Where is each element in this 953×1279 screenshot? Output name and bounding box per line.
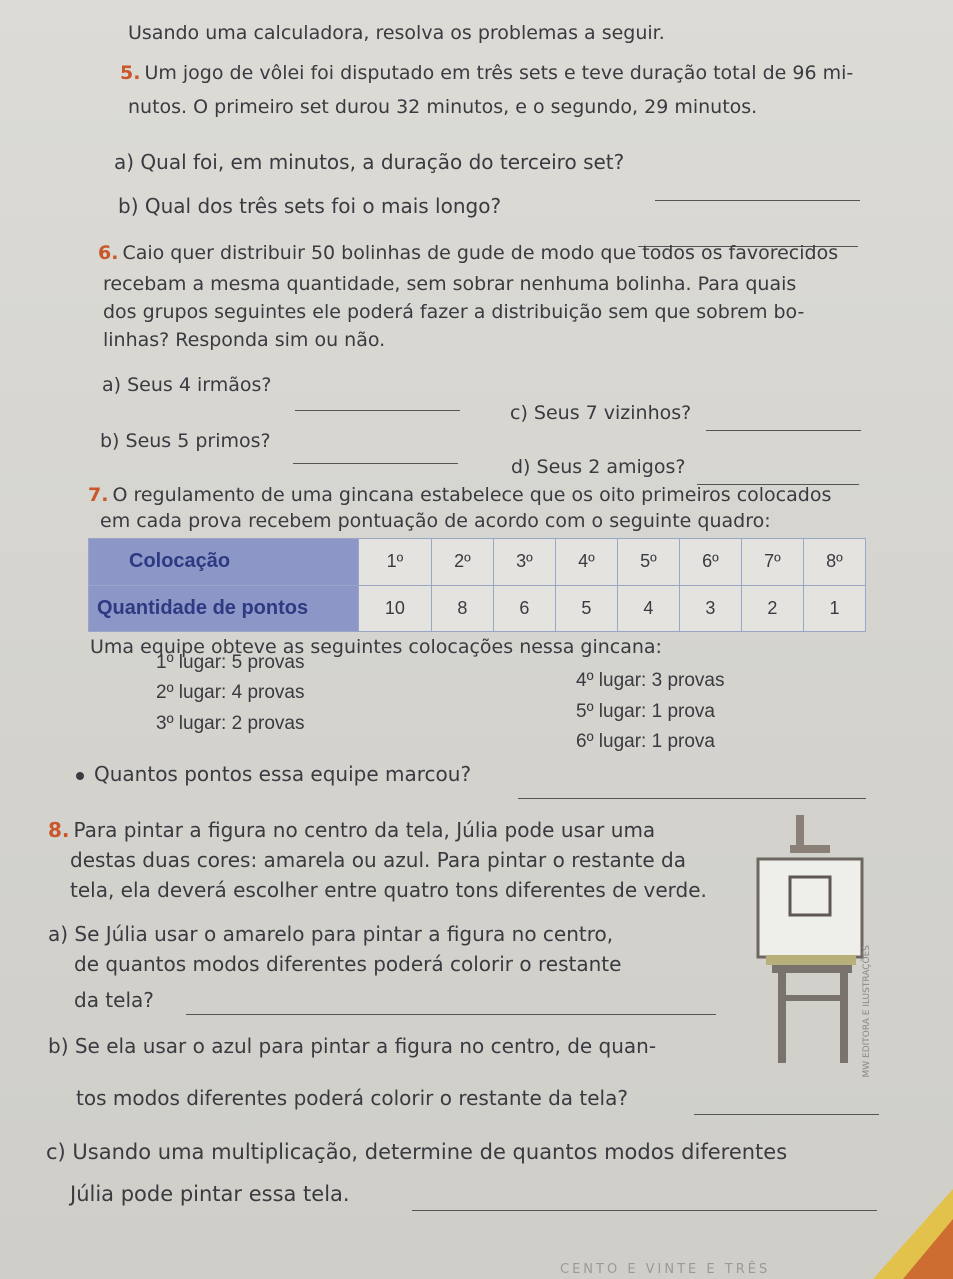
q7-line2: em cada prova recebem pontuação de acordo com o seguinte quadro: (100, 510, 771, 532)
q8-answer-line-c[interactable] (412, 1210, 877, 1211)
q8-line3: tela, ela deverá escolher entre quatro tons diferentes de verde. (70, 878, 707, 902)
table-header-points: Quantidade de pontos (89, 585, 359, 632)
table-cell: 8 (431, 585, 493, 632)
table-cell: 3º (493, 539, 555, 586)
q7-number: 7. (88, 484, 109, 506)
result-3: 3º lugar: 2 provas (156, 713, 305, 734)
q8-line1: 8. Para pintar a figura no centro da tela, Júlia pode usar uma (48, 818, 656, 842)
result-1: 1º lugar: 5 provas (156, 652, 305, 673)
intro-text: Usando uma calculadora, resolva os problemas a seguir. (128, 22, 665, 44)
q5-line2: nutos. O primeiro set durou 32 minutos, e o segundo, 29 minutos. (128, 96, 758, 118)
q8-line2: destas duas cores: amarela ou azul. Para pintar o restante da (70, 848, 686, 872)
q5-question-a: a) Qual foi, em minutos, a duração do terceiro set? (114, 150, 625, 174)
result-4: 4º lugar: 3 provas (576, 670, 725, 691)
q6-line3: dos grupos seguintes ele poderá fazer a distribuição sem que sobrem bo- (103, 301, 805, 323)
canvas-center-figure (790, 877, 830, 915)
q8-b-line1: b) Se ela usar o azul para pintar a figura no centro, de quan- (48, 1034, 657, 1058)
q6-line4: linhas? Responda sim ou não. (103, 329, 386, 351)
q8-a-line3: da tela? (74, 988, 154, 1012)
bullet-icon (76, 772, 84, 780)
page-corner-decoration (833, 1189, 953, 1279)
table-cell: 6º (679, 539, 741, 586)
q8-c-line2: Júlia pode pintar essa tela. (70, 1182, 350, 1206)
table-cell: 5º (617, 539, 679, 586)
illustration-credit: MW EDITORA E ILUSTRAÇÕES (862, 945, 872, 1078)
q6-answer-line-a[interactable] (295, 410, 460, 411)
result-2: 2º lugar: 4 provas (156, 682, 305, 703)
q6-item-c: c) Seus 7 vizinhos? (510, 402, 692, 424)
q6-line1: 6. Caio quer distribuir 50 bolinhas de gude de modo que todos os favorecidos (98, 242, 839, 264)
q7-answer-line[interactable] (518, 798, 866, 799)
result-5: 5º lugar: 1 prova (576, 701, 715, 722)
result-6: 6º lugar: 1 prova (576, 731, 715, 752)
table-row-points (89, 585, 866, 632)
q6-item-d: d) Seus 2 amigos? (511, 456, 686, 478)
q6-number: 6. (98, 242, 119, 264)
table-cell: 1 (803, 585, 865, 632)
table-row-placement (89, 539, 866, 586)
table-cell: 7º (741, 539, 803, 586)
q7-line1: 7. O regulamento de uma gincana estabelece que os oito primeiros colocados (88, 484, 832, 506)
q5-question-b: b) Qual dos três sets foi o mais longo? (118, 194, 502, 218)
q6-answer-line-b[interactable] (293, 463, 458, 464)
q8-answer-line-b[interactable] (694, 1114, 879, 1115)
table-cell: 4 (617, 585, 679, 632)
q6-item-a: a) Seus 4 irmãos? (102, 374, 272, 396)
table-cell: 1º (359, 539, 432, 586)
q6-line2: recebam a mesma quantidade, sem sobrar nenhuma bolinha. Para quais (103, 273, 797, 295)
q5-answer-line-a[interactable] (655, 200, 860, 201)
table-cell: 6 (493, 585, 555, 632)
table-header-placement: Colocação (89, 539, 359, 586)
page-number-footer: CENTO E VINTE E TRÊS (560, 1262, 771, 1277)
q8-answer-line-a[interactable] (186, 1014, 716, 1015)
table-cell: 2º (431, 539, 493, 586)
q8-a-line1: a) Se Júlia usar o amarelo para pintar a figura no centro, (48, 922, 614, 946)
q8-number: 8. (48, 818, 70, 842)
q5-number: 5. (120, 62, 141, 84)
table-cell: 5 (555, 585, 617, 632)
table-cell: 4º (555, 539, 617, 586)
q5-line1: 5. Um jogo de vôlei foi disputado em três sets e teve duração total de 96 mi- (120, 62, 854, 84)
table-cell: 10 (359, 585, 432, 632)
table-cell: 2 (741, 585, 803, 632)
table-cell: 3 (679, 585, 741, 632)
q8-a-line2: de quantos modos diferentes poderá colorir o restante (74, 952, 622, 976)
q7-question: Quantos pontos essa equipe marcou? (76, 762, 471, 786)
q6-item-b: b) Seus 5 primos? (100, 430, 271, 452)
q8-c-line1: c) Usando uma multiplicação, determine de quantos modos diferentes (46, 1140, 788, 1164)
q8-b-line2: tos modos diferentes poderá colorir o restante da tela? (76, 1086, 628, 1110)
table-cell: 8º (803, 539, 865, 586)
q6-answer-line-c[interactable] (706, 430, 861, 431)
q7-after-table: Uma equipe obteve as seguintes colocações nessa gincana: (90, 636, 662, 658)
points-table (88, 538, 866, 632)
